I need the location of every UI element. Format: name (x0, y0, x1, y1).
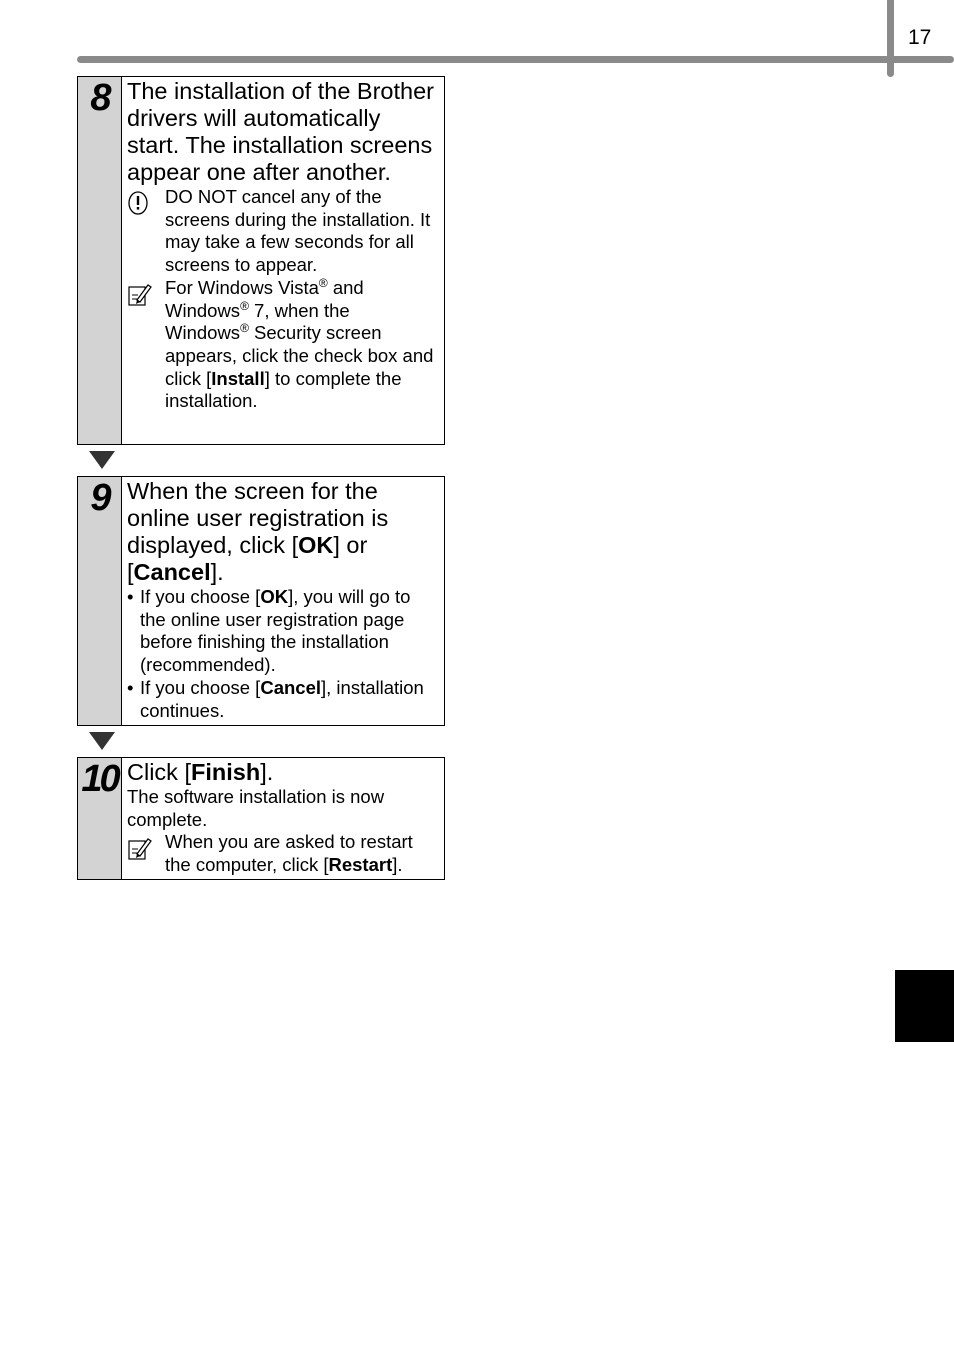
restart-label: Restart (328, 854, 393, 876)
note (127, 831, 438, 876)
bullet-item: • If you choose [Cancel], installation continues. (127, 676, 424, 721)
caution-icon (127, 190, 149, 216)
bullet-item: • If you choose [OK], you will go to the online user registration page before finishing the installation (recommended). (127, 586, 411, 676)
note-icon (127, 835, 153, 861)
header-rule (77, 56, 954, 63)
down-arrow-icon (89, 732, 115, 750)
down-arrow-icon (89, 451, 115, 469)
chapter-tab (895, 970, 954, 1042)
step-8 (77, 76, 445, 445)
step-9 (77, 476, 445, 726)
step-instruction: Click [Finish]. (127, 759, 274, 785)
step-instruction: When the screen for the online user registration is displayed, click [OK] or [Cancel]. (127, 478, 389, 585)
note-icon (127, 281, 153, 307)
step-10 (77, 757, 445, 880)
caution-note (127, 186, 438, 277)
step-instruction: The installation of the Brother drivers will automatically start. The installation screens appear one after another. (127, 78, 434, 185)
note-text: When you are asked to restart the computer, click [Restart]. (165, 831, 413, 876)
note-text: For Windows Vista® and Windows® 7, when the Windows® Security screen appears, click the check box and click [Install] to complete the installation. (165, 275, 434, 412)
caution-text: DO NOT cancel any of the screens during the installation. It may take a few seconds for all screens to appear. (165, 186, 431, 276)
step-number: 10 (78, 758, 122, 879)
page-number-divider (887, 0, 894, 77)
note (127, 277, 438, 413)
step-description: The software installation is now complete. (127, 786, 385, 830)
step-number: 9 (78, 477, 122, 725)
step-number: 8 (78, 77, 122, 444)
install-label: Install (211, 367, 265, 389)
page-number: 17 (908, 26, 932, 49)
